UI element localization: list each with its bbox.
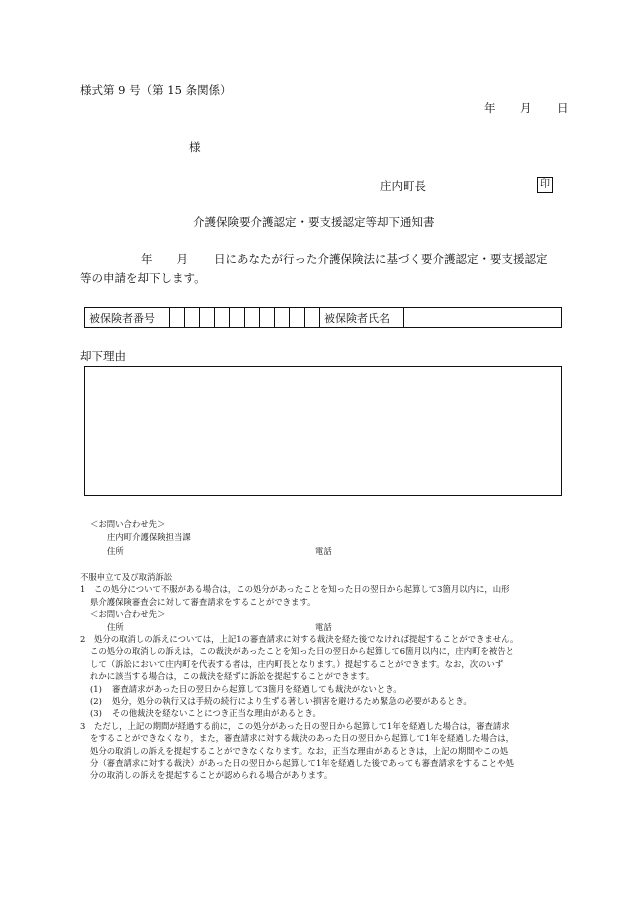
appeal-item2-line: 処分の取消しの訴えについては，上記1の審査請求に対する裁決を経た後でなければ提起することができません。	[94, 634, 519, 645]
appeal-item2-number: 2	[80, 634, 86, 645]
insured-number-digit-cell	[305, 308, 320, 328]
appeal-item2-line: れかに該当する場合は，この裁決を経ずに訴訟を提起することができます。	[90, 671, 375, 682]
appeal-sub-number: (1)	[90, 683, 102, 694]
appeal-item1-line: この処分について不服がある場合は，この処分があったことを知った日の翌日から起算して3箇月以内に，山形	[94, 584, 510, 595]
intro-text-line2: 等の申請を却下します。	[80, 271, 206, 285]
insured-number-digit-cell	[245, 308, 260, 328]
inquiry-phone-label: 電話	[315, 546, 332, 556]
appeal-item3-line: をすることができなくなり，また，審査請求に対する裁決のあった日の翌日から起算して1年を経過した場合は，	[90, 733, 514, 744]
rejection-reason-box	[84, 366, 562, 496]
appeal-item1-line: 県介護保険審査会に対して審査請求をすることができます。	[90, 596, 316, 607]
date-month-label: 月	[520, 101, 532, 115]
insured-number-digit-cell	[275, 308, 290, 328]
issuer-name: 庄内町長	[380, 179, 426, 193]
insured-number-digit-cell	[170, 308, 185, 328]
insured-person-table	[84, 307, 562, 328]
insured-number-label: 被保険者番号	[85, 308, 170, 328]
date-year-label: 年	[484, 101, 496, 115]
inquiry-heading: ＜お問い合わせ先＞	[90, 519, 166, 529]
inquiry-department: 庄内町介護保険担当課	[107, 532, 191, 542]
appeal-item1-phone-label: 電話	[315, 621, 332, 632]
intro-text-line1: 日にあなたが行った介護保険法に基づく要介護認定・要支援認定	[214, 252, 548, 266]
insured-number-digit-cell	[215, 308, 230, 328]
insured-number-digit-cell	[260, 308, 275, 328]
insured-name-label: 被保険者氏名	[320, 308, 404, 328]
appeal-item1-address-label: 住所	[107, 621, 124, 632]
seal-mark: 印	[537, 177, 553, 193]
insured-number-digit-cell	[185, 308, 200, 328]
document-title: 介護保険要介護認定・要支援認定等却下通知書	[193, 215, 435, 229]
appeal-item1-number: 1	[80, 584, 86, 595]
appeal-sub-text: 審査請求があった日の翌日から起算して3箇月を経過しても裁決がないとき。	[112, 683, 402, 694]
appeal-item3-line: ただし，上記の期間が経過する前に，この処分があった日の翌日から起算して1年を経過した場合は，審査請求	[94, 720, 510, 731]
appeal-item3-line: 処分の取消しの訴えを提起することができなくなります。なお，正当な理由があるときは，上記の期間やこの処	[90, 745, 509, 756]
rejection-reason-label: 却下理由	[80, 349, 126, 363]
appeal-sub-text: 処分，処分の執行又は手続の続行により生ずる著しい損害を避けるため緊急の必要があるとき。	[112, 696, 472, 707]
form-number: 様式第 9 号（第 15 条関係）	[80, 83, 232, 97]
insured-name-value	[404, 308, 562, 328]
appeal-heading: 不服申立て及び取消訴訟	[80, 572, 173, 582]
appeal-item1-contact-heading: ＜お問い合わせ先＞	[90, 609, 166, 620]
inquiry-address-label: 住所	[107, 546, 124, 556]
appeal-item2-line: この処分の取消しの訴えは，この裁決があったことを知った日の翌日から起算して6箇月以内に，庄内町を被告と	[90, 646, 514, 657]
intro-paragraph	[80, 250, 570, 288]
addressee-suffix: 様	[189, 140, 201, 154]
intro-year-label: 年	[141, 252, 153, 266]
insured-number-digit-cell	[290, 308, 305, 328]
appeal-item3-line: 分の取消しの訴えを提起することが認められる場合があります。	[90, 770, 333, 781]
appeal-item2-line: して（訴訟において庄内町を代表する者は，庄内町長となります。）提起することができます。なお，次のいず	[90, 658, 504, 669]
appeal-sub-number: (2)	[90, 696, 102, 707]
insured-number-digit-cell	[230, 308, 245, 328]
appeal-notes	[80, 571, 580, 782]
intro-month-label: 月	[176, 252, 188, 266]
appeal-sub-number: (3)	[90, 708, 102, 719]
appeal-sub-text: その他裁決を経ないことにつき正当な理由があるとき。	[112, 708, 321, 719]
date-day-label: 日	[557, 101, 569, 115]
appeal-item3-number: 3	[80, 720, 86, 731]
insured-number-digit-cell	[200, 308, 215, 328]
appeal-item3-line: 分（審査請求に対する裁決）があった日の翌日から起算して1年を経過した後であっても審査請求をすることや処	[90, 758, 514, 769]
